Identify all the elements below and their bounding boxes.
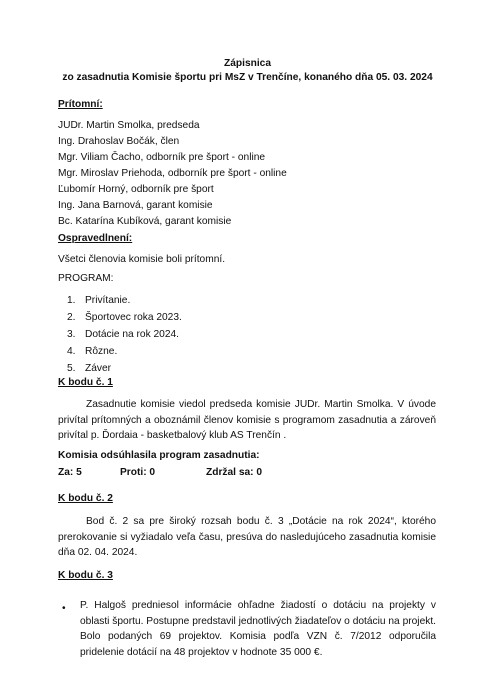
bod3-heading: K bodu č. 3 <box>58 570 113 581</box>
vote-for: Za: 5 <box>58 467 82 478</box>
program-item: 1. Privítanie. <box>67 295 131 306</box>
vote-heading: Komisia odsúhlasila program zasadnutia: <box>58 450 260 461</box>
present-member: Ing. Drahoslav Bočák, člen <box>58 136 180 147</box>
vote-against: Proti: 0 <box>120 467 156 478</box>
present-heading: Prítomní: <box>58 99 103 110</box>
excused-text: Všetci členovia komisie boli prítomní. <box>58 254 226 265</box>
document-subtitle: zo zasadnutia Komisie športu pri MsZ v Trenčíne, konaného dňa 05. 03. 2024 <box>62 72 433 83</box>
vote-abstain: Zdržal sa: 0 <box>206 467 263 478</box>
document-title: Zápisnica <box>224 58 271 69</box>
bod2-paragraph: Bod č. 2 sa pre široký rozsah bodu č. 3 „Dotácie na rok 2024“, ktorého prerokovanie si vyžiadalo veľa času, presúva do nasledujúceho zasadnutia komisie dňa 02. 04. 2024. <box>58 516 436 559</box>
present-member: Mgr. Miroslav Priehoda, odborník pre šport - online <box>58 168 287 179</box>
present-member: Ľubomír Horný, odborník pre šport <box>58 184 214 195</box>
program-item: 4. Rôzne. <box>67 346 118 357</box>
present-member: Bc. Katarína Kubíková, garant komisie <box>58 216 232 227</box>
program-list <box>67 295 182 380</box>
program-heading: PROGRAM: <box>58 273 114 284</box>
program-item: 3. Dotácie na rok 2024. <box>67 329 180 340</box>
bod2-heading: K bodu č. 2 <box>58 493 113 504</box>
program-item: 2. Športovec roka 2023. <box>67 312 182 323</box>
program-item: 5. Záver <box>67 363 112 374</box>
present-member: Mgr. Viliam Čacho, odborník pre šport - online <box>58 152 266 163</box>
present-member: Ing. Jana Barnová, garant komisie <box>58 200 213 211</box>
bullet-icon: • <box>62 603 66 614</box>
excused-heading: Ospravedlnení: <box>58 233 133 244</box>
bod3-paragraph: P. Halgoš predniesol informácie ohľadne žiadostí o dotáciu na projekty v oblasti športu. Postupne predstavil jednotlivých žiadateľov o dotáciu na projekt. Bolo podaných 69 projektov. Komisia podľa VZN č. 7/2012 odporučila pridelenie dotácií na 48 projektov v hodnote 35 000 €. <box>80 600 436 658</box>
present-member: JUDr. Martin Smolka, predseda <box>58 120 200 131</box>
bod1-heading: K bodu č. 1 <box>58 377 113 388</box>
bod1-paragraph: Zasadnutie komisie viedol predseda komisie JUDr. Martin Smolka. V úvode privítal prítomných a oboznámil členov komisie s programom zasadnutia a zároveň privítal p. Ďordaia - basketbalový klub AS Trenčín . <box>58 399 436 442</box>
